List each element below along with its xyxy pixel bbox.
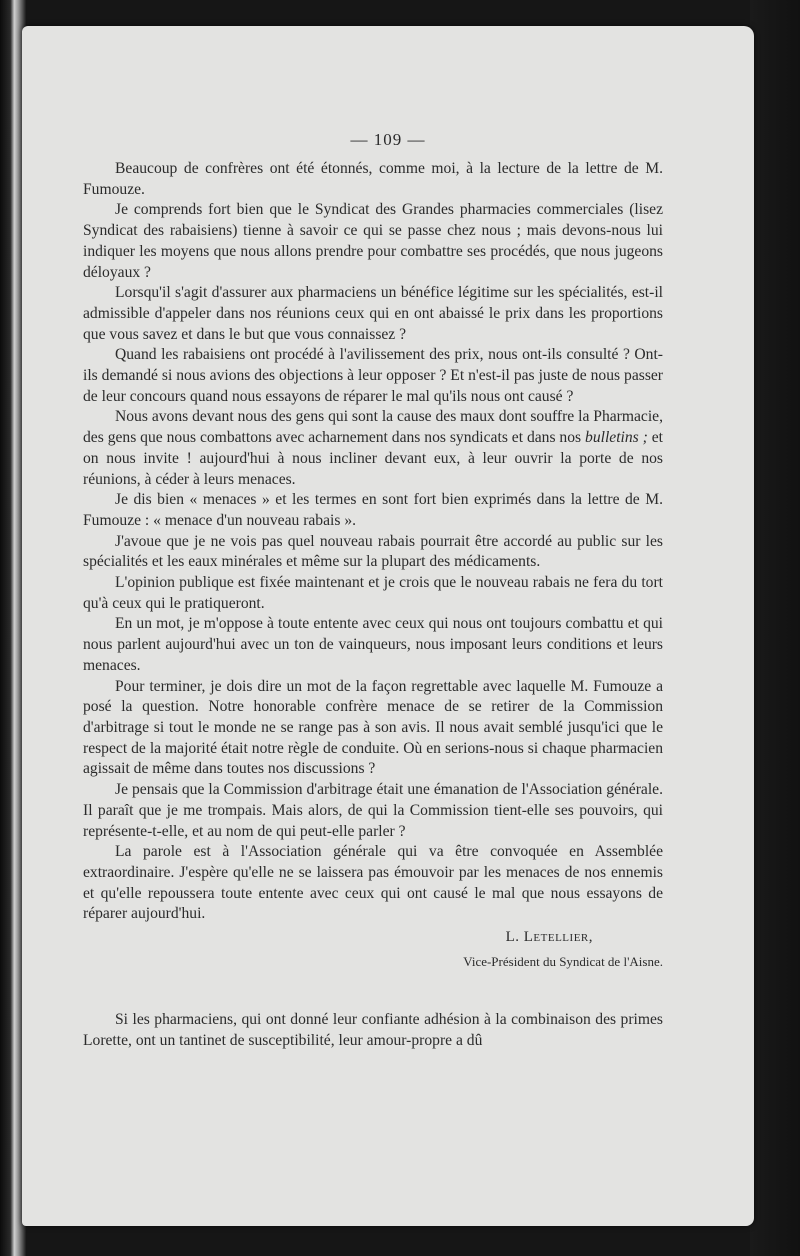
paragraph: Je dis bien « menaces » et les termes en sont fort bien exprimés dans la lettre de M. Fumouze : « menace d'un nouveau rabais ». [83, 491, 663, 529]
paragraph: Beaucoup de confrères ont été étonnés, comme moi, à la lecture de la lettre de M. Fumouze. [83, 160, 663, 198]
italic-term: bulletins ; [585, 429, 648, 447]
paragraph: L'opinion publique est fixée maintenant et je crois que le nouveau rabais ne fera du tort qu'à ceux qui le pratiqueront. [83, 574, 663, 612]
signature-name: L. Letellier, [505, 929, 593, 946]
paragraph: Quand les rabaisiens ont procédé à l'avilissement des prix, nous ont-ils consulté ? Ont-ils demandé si nous avions des objections à leur opposer ? Et n'est-il pas juste de nous passer de leur concours quand nous essayons de réparer le mal qu'ils nous ont causé ? [83, 346, 663, 405]
paragraph: J'avoue que je ne vois pas quel nouveau rabais pourrait être accordé au public sur les spécialités et les eaux minérales et même sur la plupart des médicaments. [83, 532, 663, 571]
paragraph: Je comprends fort bien que le Syndicat des Grandes pharmacies commerciales (lisez Syndicat des rabaisiens) tienne à savoir ce qui se passe chez nous ; mais devons-nous lui indiquer les moyens que nous allons prendre pour combattre ses procédés, que nous jugeons déloyaux ? [83, 201, 663, 281]
page-number: — 109 — [350, 130, 426, 149]
paragraph-text: Nous avons devant nous des gens qui sont la cause des maux dont souffre la Pharmacie, des gens que nous combattons avec acharnement dans nos syndicats et dans nos [83, 408, 663, 447]
closing-paragraph: Si les pharmaciens, qui ont donné leur confiante adhésion à la combinaison des primes Lorette, ont un tantinet de susceptibilité, leur amour-propre a dû [83, 1011, 663, 1050]
document-page [22, 26, 754, 1226]
paragraph-text: et on nous invite ! aujourd'hui à nous incliner devant eux, à leur ouvrir la porte de nos réunions, à céder à leurs menaces. [83, 429, 663, 488]
paragraph: Lorsqu'il s'agit d'assurer aux pharmaciens un bénéfice légitime sur les spécialités, est-il admissible d'appeler dans nos réunions ceux qui en ont abaissé le prix dans les proportions que vous savez et dans le but que vous connaissez ? [83, 284, 663, 343]
body-text [83, 159, 663, 1052]
signature-title: Vice-Président du Syndicat de l'Aisne. [463, 953, 663, 969]
paragraph: Je pensais que la Commission d'arbitrage était une émanation de l'Association générale. Il paraît que je me trompais. Mais alors, de qui la Commission tient-elle ses pouvoirs, qui représente-t-elle, et au nom de qui peut-elle parler ? [83, 781, 663, 840]
paragraph: En un mot, je m'oppose à toute entente avec ceux qui nous ont toujours combattu et qui nous parlent aujourd'hui avec un ton de vainqueurs, nous imposant leurs conditions et leurs menaces. [83, 615, 663, 674]
paragraph [83, 407, 663, 490]
section-gap [83, 972, 663, 1010]
paragraph: La parole est à l'Association générale qui va être convoquée en Assemblée extraordinaire. J'espère qu'elle ne se laissera pas émouvoir par les menaces de nos ennemis et qu'elle repoussera toute entente avec ceux qui ont causé le mal que nous essayons de réparer aujourd'hui. [83, 843, 663, 923]
paragraph: Pour terminer, je dois dire un mot de la façon regrettable avec laquelle M. Fumouze a posé la question. Notre honorable confrère menace de se retirer de la Commission d'arbitrage si tout le monde ne se range pas à son avis. Il nous avait semblé jusqu'ici que le respect de la majorité était notre règle de conduite. Où en serions-nous si chaque pharmacien agissait de même dans toutes nos discussions ? [83, 677, 663, 778]
scanner-background [750, 0, 800, 1256]
